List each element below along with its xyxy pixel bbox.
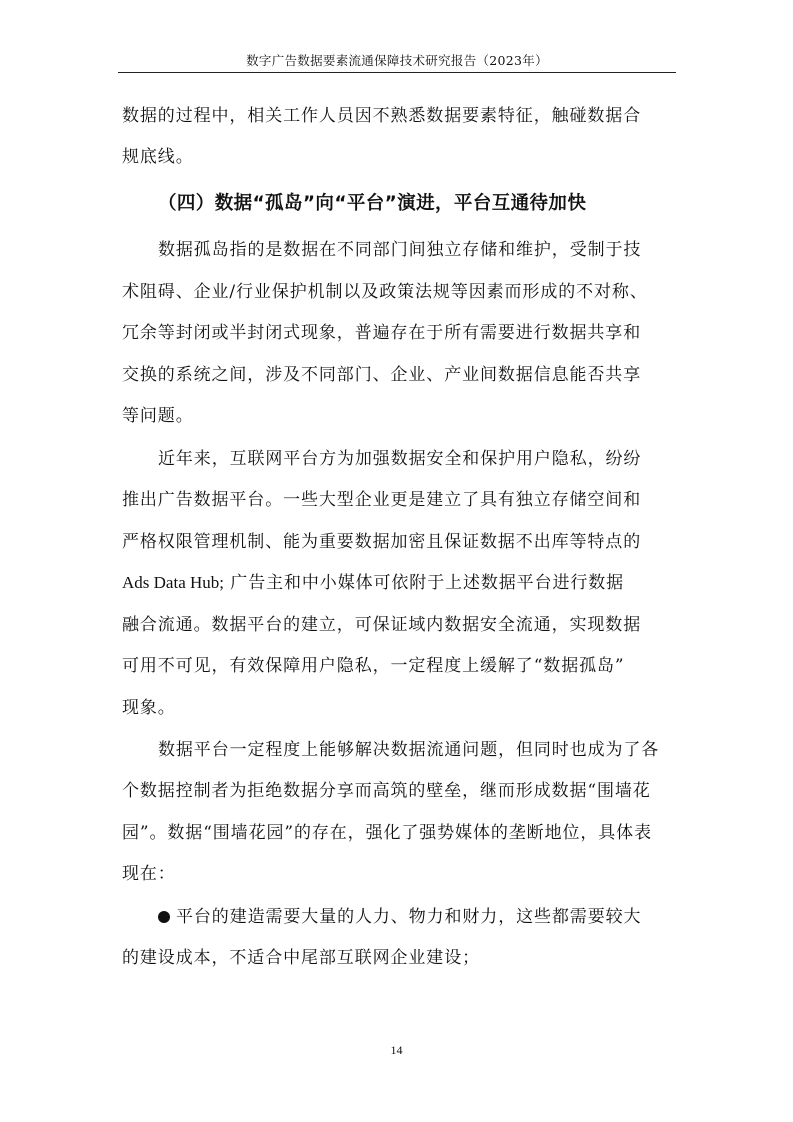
section-heading: （四）数据“孤岛”向“平台”演进，平台互通待加快: [158, 193, 587, 214]
paragraph-line: 近年来，互联网平台方为加强数据安全和保护用户隐私，纷纷: [158, 449, 642, 469]
bullet-text: 平台的建造需要大量的人力、物力和财力，这些都需要较大: [176, 907, 642, 927]
paragraph-line: 可用不可见，有效保障用户隐私，一定程度上缓解了“数据孤岛”: [122, 656, 625, 676]
paragraph-line: 等问题。: [122, 406, 194, 426]
header-divider: [118, 72, 676, 73]
paragraph-line: 数据平台一定程度上能够解决数据流通问题，但同时也成为了各: [158, 740, 660, 760]
paragraph-text: 广告主和中小媒体可依附于上述数据平台进行数据: [223, 573, 625, 593]
bullet-item-continuation: 的建设成本，不适合中尾部互联网企业建设；: [122, 948, 480, 968]
running-header: 数字广告数据要素流通保障技术研究报告（2023年）: [246, 53, 548, 68]
paragraph-line: 现在：: [122, 864, 176, 884]
paragraph-line: 现象。: [122, 698, 176, 718]
paragraph-line: 数据的过程中，相关工作人员因不熟悉数据要素特征，触碰数据合: [122, 106, 642, 126]
paragraph-line: 推出广告数据平台。一些大型企业更是建立了具有独立存储空间和: [122, 490, 642, 510]
paragraph-line: 个数据控制者为拒绝数据分享而高筑的壁垒，继而形成数据“围墙花: [122, 781, 651, 801]
paragraph-line: 融合流通。数据平台的建立，可保证域内数据安全流通，实现数据: [122, 615, 642, 635]
paragraph-line: 严格权限管理机制、能为重要数据加密且保证数据不出库等特点的: [122, 532, 642, 552]
page-number: 14: [390, 1043, 403, 1057]
paragraph-line: 冗余等封闭或半封闭式现象，普遍存在于所有需要进行数据共享和: [122, 323, 642, 343]
paragraph-line: 园”。数据“围墙花园”的存在，强化了强势媒体的垄断地位，具体表: [122, 823, 652, 843]
paragraph-line: 交换的系统之间，涉及不同部门、企业、产业间数据信息能否共享: [122, 365, 642, 385]
paragraph-line: 术阻碍、企业/行业保护机制以及政策法规等因素而形成的不对称、: [122, 282, 648, 302]
paragraph-line: 数据孤岛指的是数据在不同部门间独立存储和维护，受制于技: [158, 240, 642, 260]
paragraph-line: [122, 571, 682, 595]
bullet-dot-icon: [158, 911, 170, 923]
paragraph-line: 规底线。: [122, 147, 194, 167]
product-name: Ads Data Hub;: [122, 573, 224, 592]
bullet-item: [158, 905, 682, 929]
